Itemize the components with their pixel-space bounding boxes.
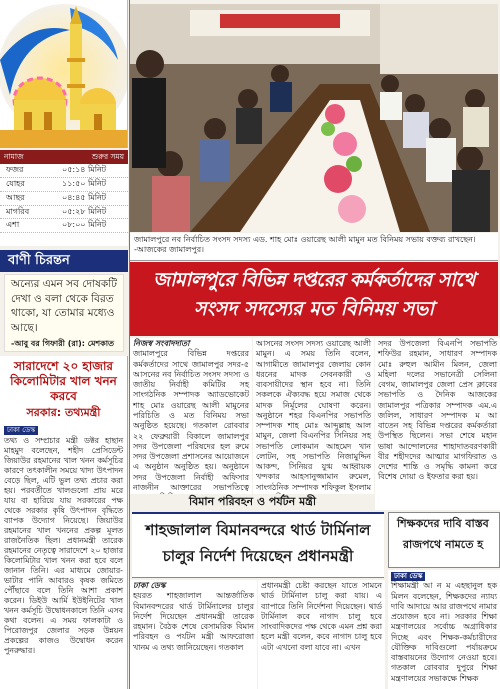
photo-image-icon — [130, 4, 498, 232]
main-story-text-3: সদর উপজেলা বিএনপি সভাপতি শফিউর রহমান, সাধারণ সম্পাদক মোঃ রুহুল আমীন মিলন, জেলা মহিলা দলের সভানেত্রী সেলিনা বেগম, জামালপুর জেলা প্রেস ক্লাবের সভাপতি ও দৈনিক আজকের জামালপুর পত্রিকার সম্পাদক এম.এ জলিল, সাধারণ সম্পাদক ম আ বাতেন সহ বিভিন্ন দপ্তরের কর্মকর্তারা উপস্থিত ছিলেন। সভা শেষে মহান ভাষা আন্দোলনের শাহাদাতবরণকারী বীর শহীদদের আত্মার মাগফিরাত ও দেশের শান্তি ও সমৃদ্ধি কামনা করে বিশেষ দোয়া ও ইফতার করা হয়। — [378, 339, 497, 482]
story2-dateline: ঢাকা ডেস্ক — [133, 581, 166, 590]
left-news-story — [0, 356, 128, 689]
prayer-header-left: নামাজ — [4, 152, 24, 161]
bani-title: বাণী চিরন্তন — [0, 250, 128, 272]
prayer-times-table — [0, 150, 128, 246]
prayer-name: মাগরিব — [6, 206, 30, 216]
prayer-name: যোহর — [6, 178, 25, 188]
prayer-time: ১১:৫০ মিনিট — [62, 178, 107, 188]
bani-quote-box — [4, 274, 124, 352]
story2-column-2 — [258, 580, 385, 689]
main-story-text-1: জামালপুরে বিভিন্ন দপ্তরের কর্মকর্তাদের সাথে জামালপুর সদর-৫ আসনের নব নির্বাচিত সংসদ সদস্য ও জাতীয় নির্বাহী কমিটির সহ সাংগঠনিক সম্পাদক অ্যাডভোকেট শাহ মোঃ ওয়ারেছ আলী মামুনের পরিচিতি ও মত বিনিময় সভা অনুষ্ঠিত হয়েছে। গতকাল রোববার ২২ ফেব্রুয়ারী বিকালে জামালপুর সদর উপজেলা পরিষদের হল রুমে সদর উপজেলা প্রশাসনের আয়োজনে এ অনুষ্ঠান অনুষ্ঠিত হয়। অনুষ্ঠানে সদর উপজেলা নির্বাহী অফিসার নাজনীন আক্তারের সভাপতিত্বে — [133, 349, 249, 492]
left-story-subheadline[interactable]: সরকার: তথ্যমন্ত্রী — [26, 406, 101, 419]
story2-headline-line-2[interactable]: চালুর নির্দেশ দিয়েছেন প্রধানমন্ত্রী — [162, 547, 354, 566]
column-divider — [129, 0, 130, 689]
prayer-row — [0, 164, 128, 178]
story2-text-1: হযরত শাহজালাল আন্তর্জাতিক বিমানবন্দরের থার্ড টার্মিনালের চালুর নির্দেশ দিয়েছেন প্রধানমন্ত্রী তারেক রহমান। বৈঠক শেষে বেসামরিক বিমান পরিবহন ও পর্যটন মন্ত্রী আফরোজা খানম এ তথ্য জানিয়েছেন। গতকাল — [133, 591, 254, 652]
main-headline-line-1[interactable]: জামালপুরে বিভিন্ন দপ্তরের কর্মকর্তাদের সাথে — [153, 269, 475, 291]
prayer-header-right: শুরুর সময় — [91, 152, 124, 161]
bani-source: -আবু বর গিফারী (রা): মেশকাত — [11, 338, 115, 348]
story3-headline-line-1[interactable]: শিক্ষকদের দাবি বাস্তব — [397, 517, 489, 530]
main-story-column-3 — [375, 338, 500, 510]
main-headline-line-2[interactable]: সংসদ সদস্যের মত বিনিময় সভা — [194, 297, 434, 320]
main-story-column-2 — [253, 338, 374, 494]
prayer-name: এশা — [6, 220, 20, 230]
left-story-body: তথ্য ও সম্প্রচার মন্ত্রী ডক্টর হাছান মাহমুদ বলেছেন, শহীদ প্রেসিডেন্ট জিয়াউর রহমানের খাল খনন কর্মসূচির কারণে তৎকালীন সময়ে খাদ্য উৎপাদন বেড়ে ছিল, এটি ভুল তথ্য প্রচার করা হয়। পরবর্তীতে খালগুলো প্রায় মরে যায় বা হারিয়ে যায় সরকারের পক্ষ থেকে সরকার কৃষি উৎপাদন বৃদ্ধিতে ব্যাপক উদ্যোগ নিয়েছে। জিয়াউর রহমানের খাল খননের প্রকল্প মূলত রাজনৈতিক ছিল। প্রধানমন্ত্রী তারেক রহমানের নেতৃত্বে সারাদেশে ২০ হাজার কিলোমিটার খাল খনন করা হবে বলে জানান তিনি। এর মাধ্যমে জোয়ার-ভাটার পানি আবারও কৃষক জমিতে পৌঁছাবে বলে তিনি আশা প্রকাশ করেন। ডিইউ আর্মি ইউইনিটের খাল খনন কর্মসূচি উদ্বোধনকালে তিনি এসব কথা বলেন। এ সময় ফালকাটা ও পিরোজপুর জেলার সড়ক উন্নয়ন প্রকল্পের কাজও উদ্বোধন করেন পুনরুদ্ধার। — [4, 436, 123, 655]
prayer-header — [0, 150, 128, 164]
story3-headline[interactable] — [388, 512, 500, 568]
prayer-name: আছর — [6, 192, 25, 202]
main-story-dateline: নিজস্ব সংবাদদাতা — [133, 339, 190, 348]
story3-column — [388, 570, 500, 689]
left-story-headline[interactable]: সারাদেশে ২০ হাজার কিলোমিটার খাল খনন করবে — [4, 359, 123, 404]
bani-quote: অন্যের এমন সব দোষকটি দেখা ও বলা থেকে বিরত থাকো, যা তোমার মধ্যেও আছে। — [11, 278, 117, 335]
story2-kicker: বিমান পরিবহন ও পর্যটন মন্ত্রী — [189, 495, 316, 508]
prayer-row — [0, 219, 128, 233]
mosque-illustration — [0, 0, 128, 148]
prayer-name: ফজর — [6, 165, 24, 175]
prayer-time: ০৫:১৪ মিনিট — [62, 165, 107, 175]
main-story-text-2: আসনের সংসদ সদস্য ওয়ারেছ আলী মামুন। এ সময় তিনি বলেন, আগামীতে জামালপুর জেলায় কোন ধরনের মাদক সেবনকারী ও ব্যবসায়ীদের স্থান হবে না। তিনি সকলকে ঐক্যবদ্ধ হয়ে সমাজ থেকে মাদক নির্মূলের ঘোষণা করেন। অনুষ্ঠানে শহর বিএনপির সভাপতি সম্পাদক শাহ মোঃ আব্দুল্লাহ আল মামুন, জেলা বিএনপির সিনিয়র সহ সভাপতি লোকমান আহমেদ খান লোটন, সহ সভাপতি নিজামুদ্দিন আকন্দ, সিনিয়র যুগ্ম আহ্বায়ক খন্দকার আহসানুজ্জামান রুমেল, সাংগঠনিক সম্পাদক শফিকুল ইসলাম — [256, 339, 371, 492]
main-headline-banner[interactable] — [130, 262, 498, 336]
prayer-row — [0, 206, 128, 220]
story3-headline-line-2[interactable]: রাজপথে নামতে হ — [403, 537, 484, 551]
story2-headline-line-1[interactable]: শাহজালাল বিমানবন্দরে থার্ড টার্মিনাল — [145, 521, 371, 539]
prayer-time: ০৪:৪৫ মিনিট — [62, 192, 107, 202]
story3-text: শিক্ষামন্ত্রী আ ন ম এহছানুল হক মিলন বলেছেন, শিক্ষকদের ন্যায্য দাবি আদায়ে আর রাজপথে নামার প্রয়োজন হবে না। সরকার শিক্ষা মন্ত্রণালয়ের সর্বোচ্চ অগ্রাধিকার দিচ্ছে এবং শিক্ষক-কর্মচারীদের যৌক্তিক দাবিগুলো পর্যায়ক্রমে বাস্তবায়নের উদ্যোগ নেওয়া হবে। গতকাল রোববার দুপুরে শিক্ষা মন্ত্রণালয়ের সভাকক্ষে শিক্ষক — [391, 581, 497, 683]
left-story-dateline: ঢাকা ডেস্ক — [4, 426, 38, 435]
story2-text-2: প্রধানমন্ত্রী চেষ্টা করছেন যাতে সামনে থার্ড টার্মিনাল চালু করা যায়। এ ব্যাপারে তিনি নির্দেশনা দিয়েছেন। থার্ড টার্মিনাল কবে নাগাদ চালু হবে সাংবাদিকদের পক্ষ থেকে এমন প্রশ্ন করা হলে মন্ত্রী বলেন, কবে নাগাদ চালু হবে এটা এখনো বলা যাবে না। এখন — [261, 581, 382, 652]
prayer-row — [0, 178, 128, 192]
meeting-photo — [130, 4, 498, 232]
prayer-row — [0, 192, 128, 206]
story2-column-1 — [130, 580, 257, 689]
photo-caption: জামালপুরে নব নির্বাচিত সংসদ সদস্য এড. শাহ মোঃ ওয়ারেছ আলী মামুন মত বিনিময় সভায় বক্তব্য রাখছেন। -আজকের জামালপুর। — [130, 233, 498, 261]
main-story-column-1 — [130, 338, 252, 494]
prayer-time: ০৫:২৮ মিনিট — [62, 206, 107, 216]
story3-dateline: ঢাকা ডেস্ক — [391, 572, 425, 581]
mosque-icon — [0, 0, 128, 148]
story2-headline[interactable] — [132, 512, 384, 578]
prayer-time: ০৮:০০ মিনিট — [62, 220, 107, 230]
